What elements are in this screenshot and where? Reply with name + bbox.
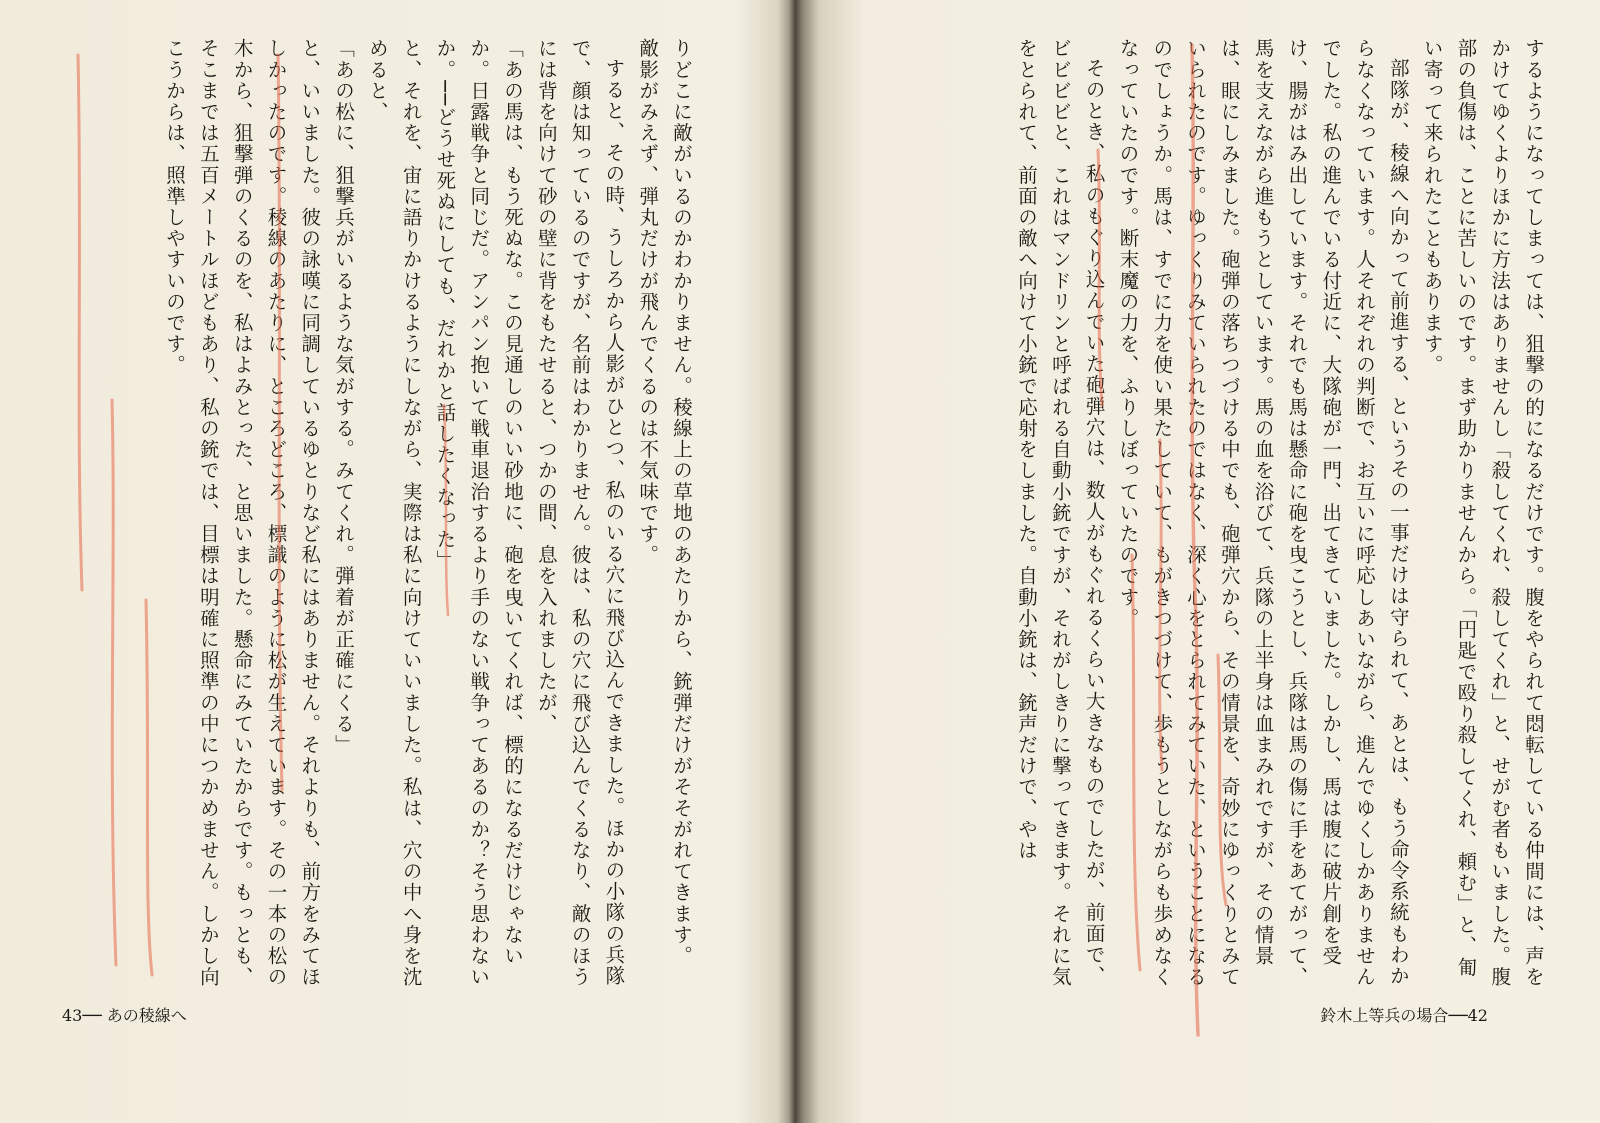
right-paragraph-1: するようになってしまっては、狙撃の的になるだけです。腹をやられて悶転している仲間には、声をかけてゆくよりほかに方法はありませんし「殺してくれ、殺してくれ」と、せがむ者もいました。腹部の負傷は、ことに苦しいのです。まず助かりませんから。「円匙で殴り殺してくれ、頼む」と、匍い寄って来られたこともあります。 (1420, 38, 1545, 988)
left-paragraph-1: りどこに敵がいるのかわかりません。稜線上の草地のあたりから、銃弾だけがそそがれてきます。 (670, 38, 693, 967)
left-paragraph-2: 敵影がみえず、弾丸だけが飛んでくるのは不気味です。 (636, 38, 660, 566)
left-page-body (58, 38, 698, 993)
left-paragraph-5: と、それを、宙に語りかけるようにしながら、実際は私に向けていいました。私は、穴の中へ身を沈めると、 (365, 38, 423, 988)
right-paragraph-3: そのとき、私のもぐり込んでいた砲弾穴は、数人がもぐれるくらい大きなものでしたが、前面で、ビビビビと、これはマンドリンと呼ばれる自動小銃ですが、それがしきりに撃ってきます。それに気をとられて、前面の敵へ向けて小銃で応射をしました。自動小銃は、銃声だけで、やは (1015, 38, 1106, 988)
left-page (0, 0, 795, 1123)
left-paragraph-6: 「あの松に、狙撃兵がいるような気がする。みてくれ。弾着が正確にくる」 (332, 38, 356, 756)
right-page-folio: 鈴木上等兵の場合──42 (1320, 1006, 1488, 1025)
right-page (805, 0, 1600, 1123)
left-paragraph-7: と、いいました。彼の詠嘆に同調しているゆとりなど私にはありません。それよりも、前方をみてほしかったのです。稜線のあたりに、ところどころ、標識のように松が生えています。その一本の松の木から、狙撃弾のくるのを、私はよみとった、と思いました。懸命にみていたからです。もっとも、そこまでは五百メートルほどもあり、私の銃では、目標は明確に照準の中につかめません。しかし向こうからは、照準しやすいのです。 (163, 38, 322, 988)
right-page-body (850, 38, 1550, 993)
left-paragraph-3: すると、その時、うしろから人影がひとつ、私のいる穴に飛び込んできました。ほかの小隊の兵隊で、顔は知っているのですが、名前はわかりません。彼は、私の穴に飛び込んでくるなり、敵のほうには背を向けて砂の壁に背をもたせると、つかの間、息を入れましたが、 (534, 38, 626, 988)
left-paragraph-4: 「あの馬は、もう死ぬな。この見通しのいい砂地に、砲を曳いてくれば、標的になるだけじゃないか。日露戦争と同じだ。アンパン抱いて戦車退治するより手のない戦争ってあるのか？そう思わないか。──どうせ死ぬにしても、だれかと話したくなった」 (433, 38, 525, 988)
left-page-folio: 43── あの稜線へ (62, 1006, 187, 1025)
right-paragraph-2: 部隊が、稜線へ向かって前進する、というその一事だけは守られて、あとは、もう命令系統もわからなくなっています。人それぞれの判断で、お互いに呼応しあいながら、進んでゆくしかありませんでした。私の進んでいる付近に、大隊砲が一門、出てきていました。しかし、馬は腹に破片創を受け、腸がはみ出しています。それでも馬は懸命に砲を曳こうとし、兵隊は馬の傷に手をあてがって、馬を支えながら進もうとしています。馬の血を浴びて、兵隊の上半身は血まみれですが、その情景は、眼にしみました。砲弾の落ちつづける中でも、砲弾穴から、その情景を、奇妙にゆっくりとみていられたのです。ゆっくりみていられたのではなく、深く心をとられてみていた、ということになるのでしょうか。馬は、すでに力を使い果たしていて、もがきつづけて、歩もうとしながらも歩めなくなっていたのです。断末魔の力を、ふりしぼっていたのです。 (1116, 38, 1410, 988)
